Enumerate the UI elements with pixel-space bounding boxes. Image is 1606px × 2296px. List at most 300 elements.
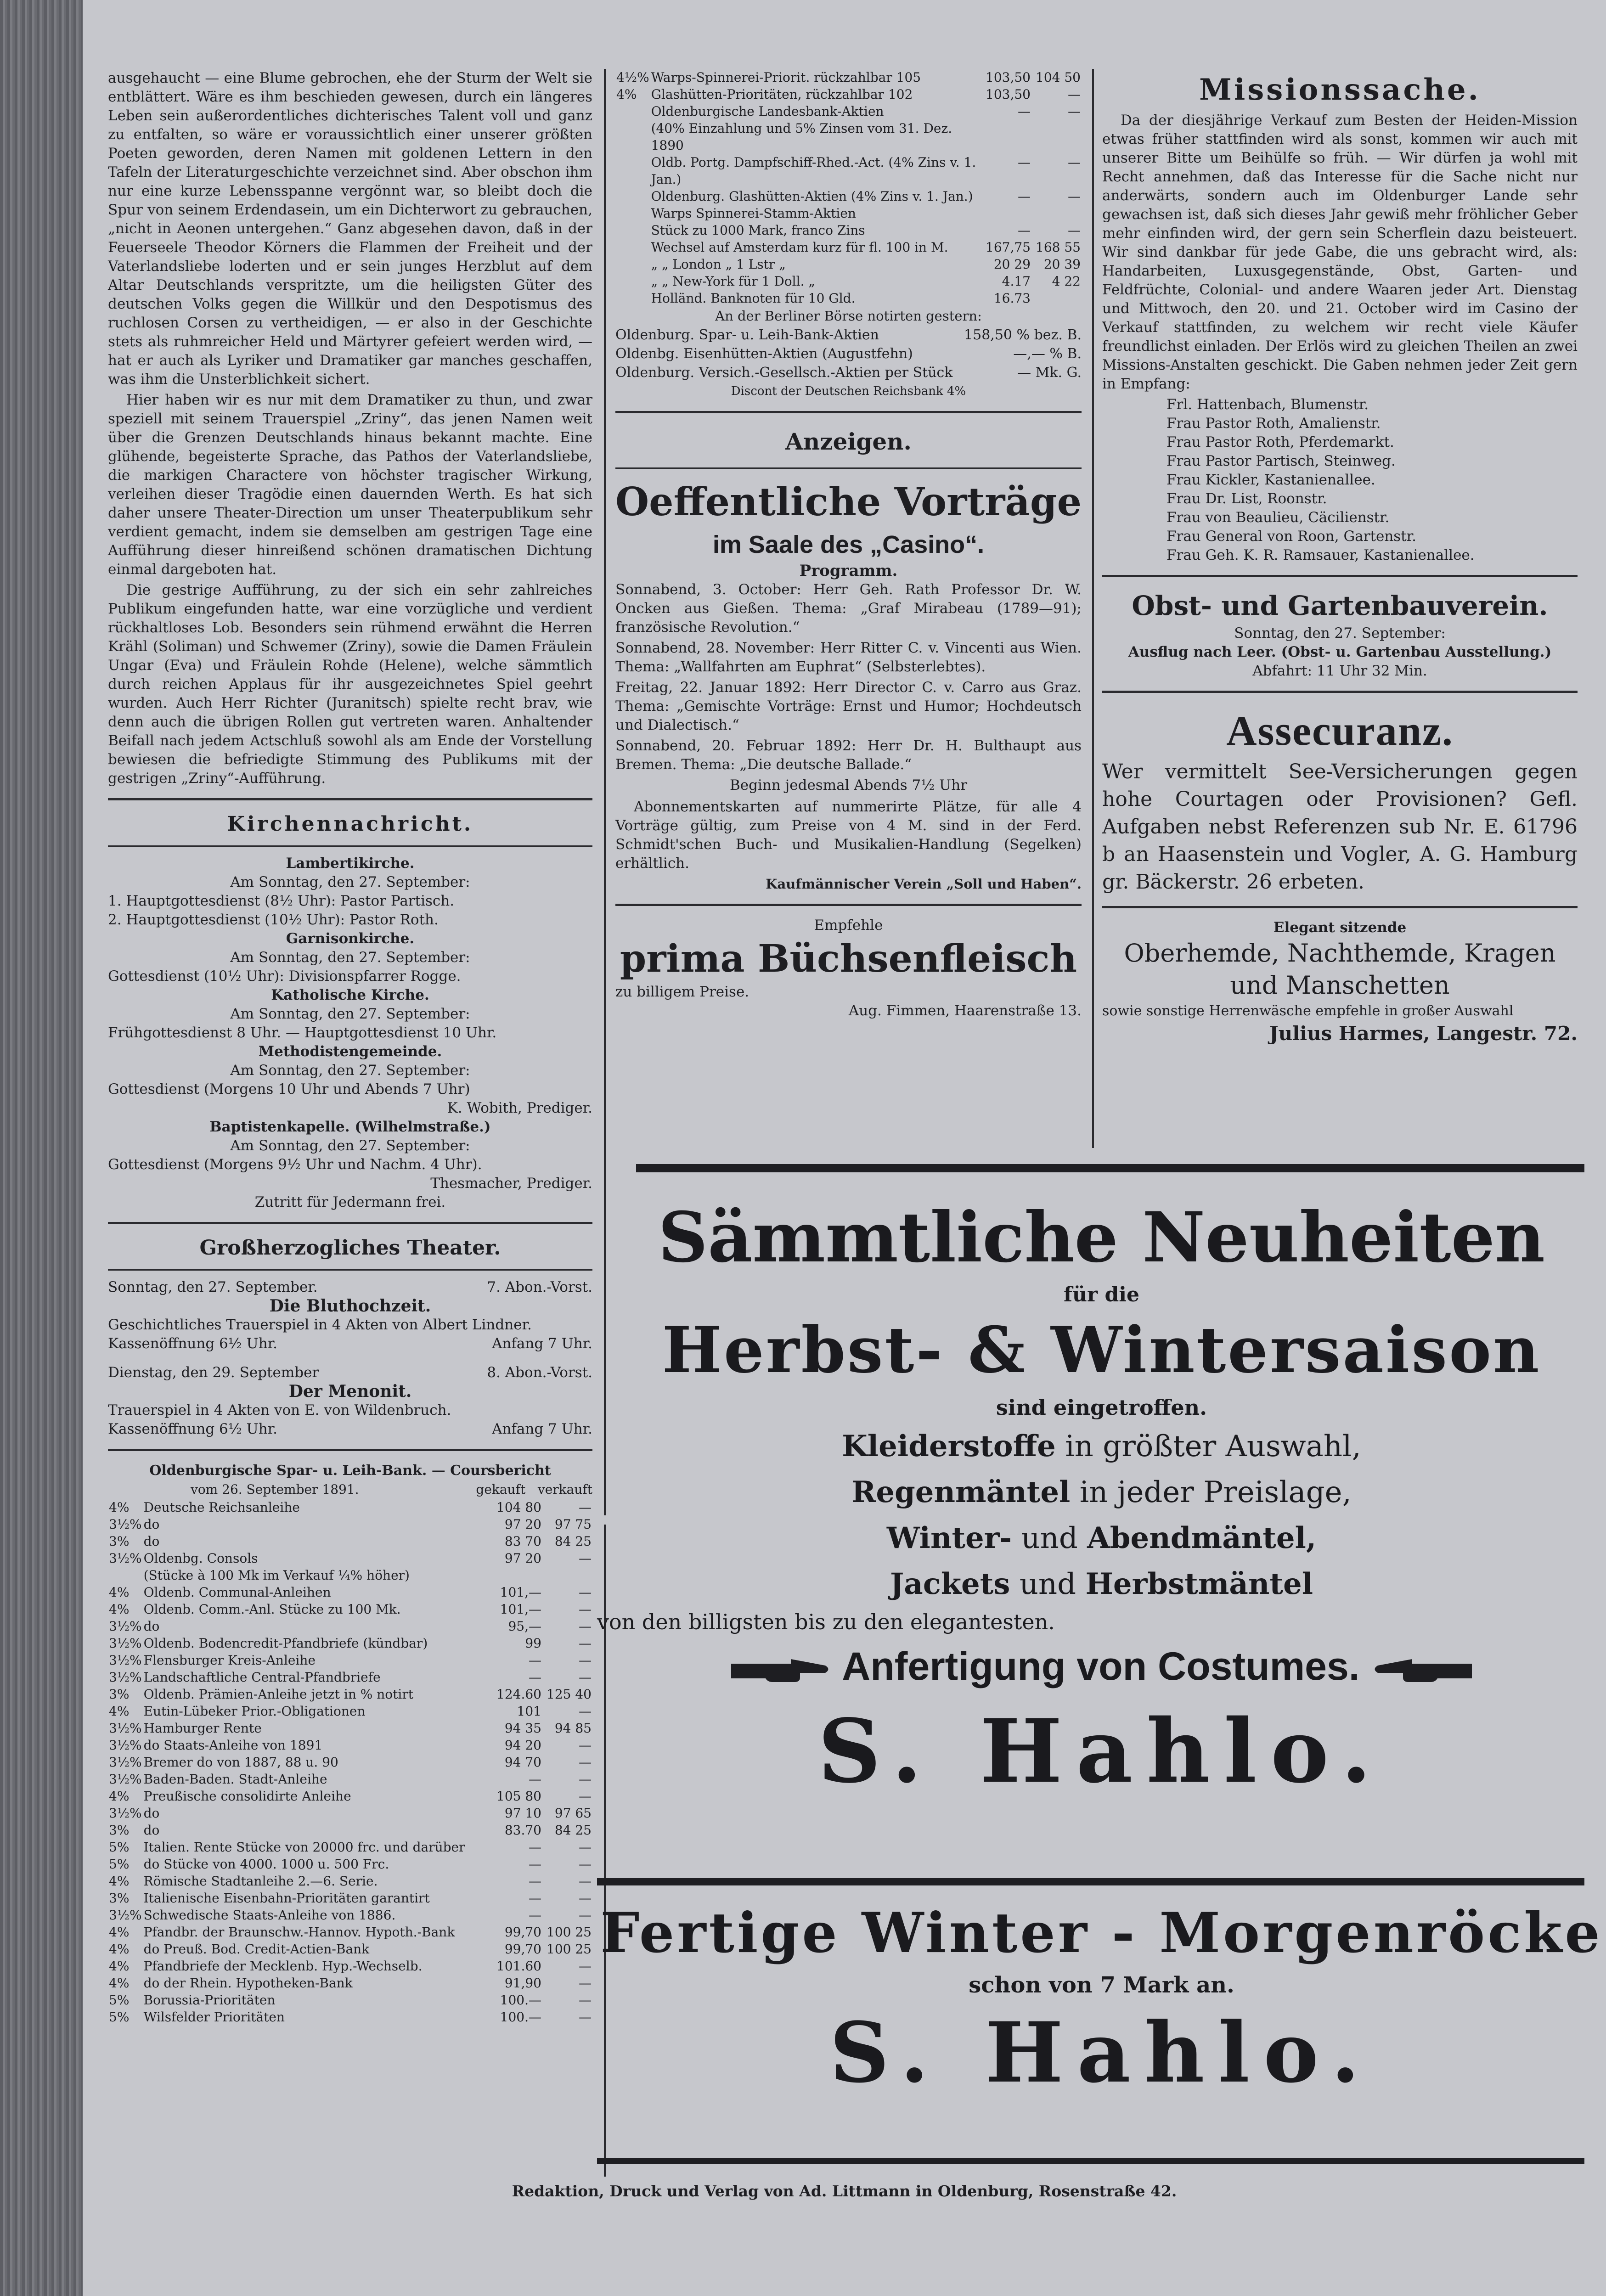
stock-quote: —,— % B.: [1013, 346, 1082, 362]
security-name: Italienische Eisenbahn-Prioritäten garantirt: [143, 1891, 430, 1906]
price-bought: 101,—: [500, 1585, 541, 1600]
security-name: Italien. Rente Stücke von 20000 frc. und darüber: [143, 1840, 465, 1855]
security-name: Borussia-Prioritäten: [143, 1992, 276, 2008]
ad-border-top: [636, 1164, 1584, 1172]
price-sold: —: [579, 1772, 592, 1787]
rate: 3%: [109, 1687, 130, 1702]
church-line: Am Sonntag, den 27. September:: [230, 1062, 470, 1079]
shirts-line-1: Oberhemde, Nachthemde, Kragen: [1124, 939, 1556, 968]
theater-row: [108, 1334, 592, 1353]
lecture-begin: Beginn jedesmal Abends 7½ Uhr: [729, 777, 968, 793]
rate: 3½%: [109, 1619, 142, 1634]
finance-row: [108, 1856, 592, 1873]
security-name: Landschaftliche Central-Pfandbriefe: [143, 1670, 381, 1685]
price-sold: —: [1068, 223, 1081, 238]
rate: 5%: [109, 1992, 130, 2008]
security-name: do Stücke von 4000. 1000 u. 500 Frc.: [143, 1857, 389, 1872]
price-sold: —: [579, 1619, 592, 1634]
security-name: Pfandbriefe der Mecklenb. Hyp.-Wechselb.: [143, 1958, 423, 1974]
finance-row: [108, 1907, 592, 1924]
price-bought: 101,—: [500, 1602, 541, 1617]
church-section: [108, 1118, 592, 1212]
finance-row: [108, 1975, 592, 1992]
security-name: Hamburger Rente: [143, 1721, 262, 1736]
theater-play: Der Menonit.: [288, 1382, 412, 1401]
price-sold: 125 40: [547, 1687, 592, 1702]
church-line: Am Sonntag, den 27. September:: [230, 949, 470, 966]
stock-quote: — Mk. G.: [1017, 365, 1082, 381]
theater-doors: Kassenöffnung 6½ Uhr.: [108, 1421, 278, 1437]
donor-item: Frl. Hattenbach, Blumenstr.: [1166, 396, 1369, 413]
divider: [1102, 906, 1578, 908]
rate: [615, 205, 650, 222]
shirts-line-2: und Manschetten: [1230, 971, 1450, 1000]
security-name: Pfandbr. der Braunschw.-Hannov. Hypoth.-Bank: [143, 1925, 455, 1940]
finance-row: [108, 1703, 592, 1720]
security-name: Warps Spinnerei-Stamm-Aktien: [651, 206, 856, 221]
rate: [615, 120, 650, 154]
rate: 4%: [109, 1585, 130, 1600]
bank-table: [108, 1499, 592, 2026]
finance-row: [615, 120, 1082, 154]
security-name: do Preuß. Bod. Credit-Actien-Bank: [143, 1941, 370, 1957]
price-sold: 97 75: [554, 1517, 592, 1532]
bank-col-bought: gekauft: [476, 1482, 526, 1497]
price-bought: —: [1018, 104, 1031, 119]
rate: 3%: [109, 1534, 130, 1549]
finance-row: [108, 1550, 592, 1567]
rate: 4%: [109, 1789, 130, 1804]
finance-row: [108, 1669, 592, 1686]
stock-name: Oldenburg. Versich.-Gesellsch.-Aktien per Stück: [615, 365, 953, 381]
price-sold: —: [1068, 155, 1081, 170]
linen-text: sowie sonstige Herrenwäsche empfehle in großer Auswahl: [1102, 1003, 1514, 1019]
rate: 4%: [109, 1941, 130, 1957]
finance-row: [108, 1584, 592, 1601]
theater-row: [108, 1420, 592, 1439]
price-bought: 83 70: [504, 1534, 541, 1549]
association-name: Kaufmännischer Verein „Soll und Haben“.: [766, 876, 1082, 892]
price-sold: —: [579, 1840, 592, 1855]
right-column: [1102, 69, 1578, 1047]
price-bought: 83.70: [504, 1823, 541, 1838]
security-name: Holländ. Banknoten für 10 Gld.: [651, 291, 856, 306]
finance-row: [615, 222, 1082, 239]
security-name: Oldenburg. Glashütten-Aktien (4% Zins v. 1. Jan.): [651, 189, 973, 204]
stock-name: Oldenburg. Spar- u. Leih-Bank-Aktien: [615, 327, 879, 343]
merchant-name: Aug. Fimmen, Haarenstraße 13.: [848, 1002, 1082, 1019]
theater-abon: 7. Abon.-Vorst.: [487, 1279, 592, 1295]
security-name: Oldenburgische Landesbank-Aktien: [651, 104, 884, 119]
season-headline: Herbst- & Wintersaison: [662, 1312, 1541, 1387]
price-sold: —: [579, 1738, 592, 1753]
price-bought: 20 29: [993, 257, 1031, 272]
ad-line: [597, 1515, 1606, 1561]
ad-border-mid: [597, 1878, 1584, 1885]
berlin-heading: An der Berliner Börse notirten gestern:: [715, 308, 982, 324]
finance-row: [108, 1737, 592, 1754]
security-name: Oldenb. Prämien-Anleihe jetzt in % notirt: [143, 1687, 413, 1702]
article-paragraph: Die gestrige Aufführung, zu der sich ein sehr zahlreiches Publikum eingefunden hatte, war eine vorzügliche und verdient rückhaltloses Lob. Besonders sein rühmend erwähnt die Herren Krähl (Soliman) und Schwemer (Zriny), sowie die Damen Fräulein Ungar (Eva) und Fräulein Rohde (Helene), welche sämmtlich durch reichen Applaus für ihr ausgezeichnetes Spiel geehrt wurden. Auch Herr Richter (Juranitsch) spielte recht brav, wie denn auch die übrigen Rollen gut vertreten waren. Anhaltender Beifall nach jedem Actschluß sowohl als am Ende der Vorstellung bewiesen die befriedigte Stimmung des Publikums mit der gestrigen „Zriny“-Aufführung.: [108, 582, 592, 787]
finance-row: [615, 273, 1082, 290]
finance-row: [108, 1771, 592, 1788]
price-bought: —: [529, 1874, 541, 1889]
price-sold: —: [579, 1958, 592, 1974]
donor-item: Frau Pastor Partisch, Steinweg.: [1166, 453, 1396, 469]
price-sold: —: [579, 1551, 592, 1566]
bank-date: vom 26. September 1891.: [191, 1482, 359, 1497]
subscription-text: Abonnementskarten auf nummerirte Plätze, für alle 4 Vorträge gültig, zum Preise von 4 M. sind in der Ferd. Schmidt'schen Buch- und Musikalien-Handlung (Segelken) erhältlich.: [615, 799, 1082, 872]
price-sold: 100 25: [547, 1941, 592, 1957]
article-paragraph: Hier haben wir es nur mit dem Dramatiker zu thun, und zwar speziell mit seinem Trauerspiel „Zriny“, das jenen Namen weit über die Grenzen Deutschlands hinaus bekannt machte. Eine glühende, begeisterte Sprache, das Pathos der Vaterlandsliebe, die markigen Charactere von höchster tragischer Wirkung, verleihen dieser Tragödie einen dauernden Werth. Es hat sich daher unsere Theater-Direction um unser Theaterpublikum sehr verdient gemacht, indem sie demselben am gestrigen Tage eine Aufführung dieser hinreißend schönen dramatischen Dichtung einmal dargeboten hat.: [108, 392, 592, 578]
donor-item: Frau von Beaulieu, Cäcilienstr.: [1166, 509, 1390, 526]
berlin-rows: [615, 326, 1082, 382]
church-name: Garnisonkirche.: [286, 930, 415, 947]
price-bought: —: [1018, 223, 1031, 238]
church-title: Kirchennachricht.: [227, 812, 473, 836]
rate: 3½%: [109, 1517, 142, 1532]
security-name: Schwedische Staats-Anleihe von 1886.: [143, 1908, 396, 1923]
price-sold: —: [579, 2009, 592, 2025]
pointing-hand-icon: [731, 1651, 832, 1688]
rate: 3½%: [109, 1738, 142, 1753]
price-bought: 94 70: [504, 1755, 541, 1770]
canned-meat-headline: prima Büchsenfleisch: [620, 937, 1077, 981]
price-from: schon von 7 Mark an.: [969, 1972, 1234, 1998]
church-line: 2. Hauptgottesdienst (10½ Uhr): Pastor Roth.: [108, 912, 439, 928]
novelties-ad: [597, 1194, 1606, 1806]
finance-row: [108, 1822, 592, 1839]
price-sold: 104 50: [1036, 70, 1081, 85]
divider: [108, 1449, 592, 1451]
price-sold: —: [579, 1908, 592, 1923]
ad-item: Abendmäntel,: [1087, 1521, 1317, 1555]
theater-desc: Geschichtliches Trauerspiel in 4 Akten von Albert Lindner.: [108, 1317, 532, 1333]
security-name: (40% Einzahlung und 5% Zinsen vom 31. Dez. 1890: [651, 121, 952, 153]
program-item: Sonnabend, 3. October: Herr Geh. Rath Professor Dr. W. Oncken aus Gießen. Thema: „Graf Mirabeau (1789—91); französische Revolution.“: [615, 581, 1082, 636]
price-sold: 168 55: [1036, 240, 1081, 255]
price-sold: —: [579, 1500, 592, 1515]
garden-club-trip: Ausflug nach Leer. (Obst- u. Gartenbau Ausstellung.): [1128, 644, 1552, 660]
church-line: 1. Hauptgottesdienst (8½ Uhr): Pastor Partisch.: [108, 893, 455, 909]
price-sold: —: [579, 1670, 592, 1685]
finance-row: [615, 239, 1082, 256]
divider: [1102, 575, 1578, 577]
security-name: Glashütten-Prioritäten, rückzahlbar 102: [651, 87, 913, 102]
church-line: Am Sonntag, den 27. September:: [230, 1137, 470, 1154]
price-bought: 100.—: [500, 2009, 541, 2025]
rate: [615, 290, 650, 307]
dressing-gowns-ad: [597, 1896, 1606, 2106]
stock-quote: 158,50 % bez. B.: [964, 327, 1082, 343]
program-items: [615, 580, 1082, 774]
divider: [1102, 691, 1578, 693]
finance-row: [108, 1873, 592, 1890]
security-name: Warps-Spinnerei-Priorit. rückzahlbar 105: [651, 70, 921, 85]
ad-line: [597, 1561, 1606, 1607]
theater-row: [108, 1278, 592, 1297]
finance-row: [615, 188, 1082, 205]
price-sold: 100 25: [547, 1925, 592, 1940]
security-name: Oldenb. Communal-Anleihen: [143, 1585, 331, 1600]
price-bought: 105 80: [496, 1789, 541, 1804]
price-bought: 4.17: [1002, 274, 1031, 289]
rate: 4%: [109, 1500, 130, 1515]
rate: 4%: [109, 1874, 130, 1889]
price-bought: 100.—: [500, 1992, 541, 2008]
finance-row: [108, 1533, 592, 1550]
lecture-title: Oeffentliche Vorträge: [615, 479, 1082, 524]
price-bought: —: [1018, 189, 1031, 204]
security-name: „ „ New-York für 1 Doll. „: [651, 274, 815, 289]
price-bought: —: [529, 1772, 541, 1787]
price-bought: 91,90: [504, 1975, 541, 1991]
theater-row: [108, 1363, 592, 1382]
theater-date: Dienstag, den 29. September: [108, 1364, 319, 1381]
garden-club-date: Sonntag, den 27. September:: [1234, 625, 1446, 642]
donor-item: Frau Pastor Roth, Amalienstr.: [1166, 415, 1381, 432]
donor-item: Frau Dr. List, Roonstr.: [1166, 490, 1327, 507]
church-name: Baptistenkapelle. (Wilhelmstraße.): [209, 1119, 491, 1135]
church-line: K. Wobith, Prediger.: [447, 1100, 592, 1116]
price-sold: —: [579, 1874, 592, 1889]
finance-table: [615, 69, 1082, 307]
theater-date: Sonntag, den 27. September.: [108, 1279, 318, 1295]
column-rule-2: [1092, 69, 1094, 1148]
for-the: für die: [1064, 1283, 1139, 1306]
donor-list: [1102, 395, 1578, 565]
rate: 3½%: [109, 1908, 142, 1923]
finance-row: [108, 1618, 592, 1635]
ads-title: Anzeigen.: [785, 428, 912, 455]
church-line: Frühgottesdienst 8 Uhr. — Hauptgottesdienst 10 Uhr.: [108, 1024, 497, 1041]
finance-row: [108, 1839, 592, 1856]
rate: 5%: [109, 1840, 130, 1855]
divider: [108, 1222, 592, 1224]
theater-abon: 8. Abon.-Vorst.: [487, 1364, 592, 1381]
theater-title: Großherzogliches Theater.: [199, 1236, 501, 1260]
price-sold: —: [1068, 87, 1081, 102]
security-name: Oldenb. Bodencredit-Pfandbriefe (kündbar): [143, 1636, 428, 1651]
church-name: Katholische Kirche.: [271, 987, 429, 1003]
shirts-intro: Elegant sitzende: [1273, 919, 1407, 936]
rate: 4½%: [616, 70, 649, 85]
recommend-text: Empfehle: [814, 917, 883, 934]
mission-text: Da der diesjährige Verkauf zum Besten der Heiden-Mission etwas früher stattfinden wird als sonst, kommen wir auch mit unserer Bitte um Beihülfe so früh. — Wir dürfen ja wohl mit Recht annehmen, daß das Interesse für die Sache nicht nur anderwärts, sondern auch im Oldenburger Lande sehr gewachsen ist, daß sich dieses Jahr gewiß mehr fröhlicher Geber mehr einfinden wird, der gern sein Scherflein dazu beisteuert. Wir sind dankbar für jede Gabe, die uns gebracht wird, als: Handarbeiten, Luxusgegenstände, Obst, Garten- und Feldfrüchte, Colonial- und andere Waaren jeder Art. Dienstag und Mittwoch, den 20. und 21. October wird im Casino der Verkauf stattfinden, zu welchem wir recht viele Käufer freundlichst einladen. Der Erlös wird zu gleichen Theilen an zwei Missions-Anstalten geschickt. Die Gaben nehmen jeder Zeit gern in Empfang:: [1102, 112, 1578, 392]
store-name: S. Hahlo.: [829, 2004, 1374, 2101]
rate: 4%: [109, 1975, 130, 1991]
security-name: „ „ London „ 1 Lstr „: [651, 257, 786, 272]
price-bought: 167,75: [986, 240, 1031, 255]
ad-border-bottom: [597, 2158, 1584, 2164]
rate: 3½%: [109, 1721, 142, 1736]
costumes-text: Anfertigung von Costumes.: [842, 1644, 1360, 1688]
imprint: Redaktion, Druck und Verlag von Ad. Littmann in Oldenburg, Rosenstraße 42.: [512, 2182, 1177, 2200]
theater-start: Anfang 7 Uhr.: [492, 1421, 592, 1437]
rate: 4%: [109, 1704, 130, 1719]
price-bought: —: [1018, 155, 1031, 170]
church-line: Am Sonntag, den 27. September:: [230, 1006, 470, 1022]
ad-item: Herbstmäntel: [1085, 1567, 1313, 1601]
divider: [615, 467, 1082, 469]
store-name: S. Hahlo.: [817, 1700, 1386, 1802]
security-name: do: [143, 1823, 160, 1838]
security-name: do: [143, 1806, 160, 1821]
finance-row: [615, 69, 1082, 86]
finance-row: [108, 1499, 592, 1516]
finance-row: [108, 1516, 592, 1533]
price-bought: 99,70: [504, 1941, 541, 1957]
rate: 5%: [109, 1857, 130, 1872]
finance-row: [108, 1652, 592, 1669]
rate: 3½%: [109, 1772, 142, 1787]
ad-item-desc: und: [1010, 1567, 1086, 1601]
price-sold: 4 22: [1052, 274, 1081, 289]
donor-item: Frau General von Roon, Gartenstr.: [1166, 528, 1416, 545]
price-sold: —: [579, 1755, 592, 1770]
finance-row: [615, 290, 1082, 307]
price-bought: 97 20: [504, 1551, 541, 1566]
insurance-text: Wer vermittelt See-Versicherungen gegen hohe Courtagen oder Provisionen? Gefl. Aufgaben nebst Referenzen sub Nr. E. 61796 b an Haasenstein und Vogler, A. G. Hamburg gr. Bäckerstr. 26 erbeten.: [1102, 760, 1578, 894]
price-note: zu billigem Preise.: [615, 984, 749, 1000]
price-bought: —: [529, 1891, 541, 1906]
rate: [615, 103, 650, 120]
finance-row: [615, 256, 1082, 273]
security-name: Baden-Baden. Stadt-Anleihe: [143, 1772, 327, 1787]
price-bought: 16.73: [993, 291, 1031, 306]
church-name: Lambertikirche.: [286, 855, 415, 872]
price-sold: —: [579, 1602, 592, 1617]
merchant-name: Julius Harmes, Langestr. 72.: [1269, 1022, 1578, 1045]
price-bought: 97 10: [504, 1806, 541, 1821]
security-name: Oldb. Portg. Dampfschiff-Rhed.-Act. (4% Zins v. 1. Jan.): [651, 155, 976, 187]
price-sold: —: [579, 1857, 592, 1872]
rate: [615, 188, 650, 205]
donor-item: Frau Pastor Roth, Pferdemarkt.: [1166, 434, 1394, 450]
rate: 3%: [109, 1823, 130, 1838]
book-binding: [0, 0, 83, 2296]
price-bought: 101.60: [496, 1958, 541, 1974]
theater-doors: Kassenöffnung 6½ Uhr.: [108, 1335, 278, 1352]
price-bought: —: [529, 1670, 541, 1685]
ad-item: Kleiderstoffe: [842, 1429, 1056, 1463]
garden-club-title: Obst- und Gartenbauverein.: [1132, 590, 1548, 621]
rate: [615, 222, 650, 239]
price-bought: —: [529, 1840, 541, 1855]
price-bought: 99: [525, 1636, 541, 1651]
rate: 4%: [109, 1958, 130, 1974]
divider: [108, 1269, 592, 1271]
security-name: Flensburger Kreis-Anleihe: [143, 1653, 316, 1668]
price-bought: 94 35: [504, 1721, 541, 1736]
price-bought: 99,70: [504, 1925, 541, 1940]
rate: 3½%: [109, 1653, 142, 1668]
finance-row: [108, 1924, 592, 1941]
price-bought: —: [529, 1857, 541, 1872]
price-sold: 94 85: [554, 1721, 592, 1736]
lecture-subtitle: im Saale des „Casino“.: [712, 531, 985, 558]
merchant-line: [1102, 1020, 1578, 1047]
price-bought: 103,50: [986, 70, 1031, 85]
finance-row: [615, 103, 1082, 120]
rate: 4%: [109, 1602, 130, 1617]
rate: 3½%: [109, 1806, 142, 1821]
price-bought: 103,50: [986, 87, 1031, 102]
security-name: Stück zu 1000 Mark, franco Zins: [651, 223, 865, 238]
middle-column: [615, 69, 1082, 1020]
rate: [615, 273, 650, 290]
finance-row: [108, 1805, 592, 1822]
finance-row: [108, 1567, 592, 1584]
program-item: Freitag, 22. Januar 1892: Herr Director C. v. Carro aus Graz. Thema: „Gemischte Vorträge: Ernst und Humor; Hochdeutsch und Dialectisch.“: [615, 679, 1082, 733]
article-paragraph: ausgehaucht — eine Blume gebrochen, ehe der Sturm der Welt sie entblättert. Wäre es ihm beschieden gewesen, durch ein längeres Leben sein außerordentliches dichterisches Talent voll und ganz zu entfalten, so wäre er voraussichtlich einer unserer größten Poeten geworden, deren Namen mit goldenen Lettern in den Tafeln der Literaturgeschichte verzeichnet sind. Aber obschon ihm nur eine kurze Lebensspanne vergönnt war, so bleibt doch die Spur von seinem Erdendasein, um ein Dichterwort zu gebrauchen, „nicht in Aeonen untergehen.“ Ganz abgesehen davon, daß in der Feuerseele Theodor Körners die Flammen der Freiheit und der Vaterlandsliebe loderten und er sein junges Herzblut auf dem Altar Deutschlands verspritzte, um die heiligsten Güter des deutschen Volks gegen die Willkür und den Despotismus des ruchlosen Corsen zu vertheidigen, — er also in der Geschichte stets als ruhmreicher Held und Märtyrer gefeiert werden wird, — hat er auch als Lyriker und Dramatiker gar manches geschaffen, was ihm die Unsterblichkeit sichert.: [108, 70, 592, 388]
theater-play: Die Bluthochzeit.: [269, 1296, 431, 1316]
price-sold: 97 65: [554, 1806, 592, 1821]
bank-col-sold: verkauft: [537, 1482, 592, 1497]
finance-row: [108, 1958, 592, 1975]
stock-name: Oldenbg. Eisenhütten-Aktien (Augustfehn): [615, 346, 913, 362]
price-sold: [1031, 290, 1082, 307]
ad-item: Regenmäntel: [851, 1475, 1071, 1509]
security-name: do: [143, 1619, 160, 1634]
price-bought: —: [529, 1908, 541, 1923]
price-bought: 124.60: [496, 1687, 541, 1702]
church-line: Gottesdienst (Morgens 9½ Uhr und Nachm. 4 Uhr).: [108, 1156, 482, 1173]
bank-title: Oldenburgische Spar- u. Leih-Bank. — Coursbericht: [149, 1463, 551, 1479]
price-bought: 104 80: [496, 1500, 541, 1515]
donor-item: Frau Kickler, Kastanienallee.: [1166, 472, 1375, 488]
rate: 3½%: [109, 1670, 142, 1685]
price-bought: 97 20: [504, 1517, 541, 1532]
price-sold: —: [579, 1891, 592, 1906]
church-section: [108, 1042, 592, 1118]
costumes-line: [597, 1637, 1606, 1696]
price-sold: —: [579, 1975, 592, 1991]
price-sold: —: [579, 1636, 592, 1651]
price-sold: —: [579, 1704, 592, 1719]
rate: 3½%: [109, 1636, 142, 1651]
bank-header: [108, 1480, 592, 1499]
church-name: Methodistengemeinde.: [258, 1043, 442, 1060]
rate: [615, 154, 650, 188]
security-name: do: [143, 1534, 160, 1549]
ad-item-desc: in größter Auswahl,: [1055, 1429, 1361, 1463]
berlin-row: [615, 363, 1082, 382]
price-sold: —: [1068, 104, 1081, 119]
security-name: (Stücke à 100 Mk im Verkauf ¼% höher): [143, 1568, 410, 1583]
security-name: do Staats-Anleihe von 1891: [143, 1738, 323, 1753]
church-line: Am Sonntag, den 27. September:: [230, 874, 470, 890]
left-column: [108, 69, 592, 2026]
rate: [615, 239, 650, 256]
finance-row: [108, 1788, 592, 1805]
dressing-gowns-headline: Fertige Winter - Morgenröcke: [600, 1901, 1603, 1965]
price-bought: [492, 1567, 542, 1584]
mission-title: Missionssache.: [1199, 73, 1481, 107]
price-sold: —: [579, 1585, 592, 1600]
ad-item: Jackets: [890, 1567, 1010, 1601]
ad-line: [597, 1424, 1606, 1469]
novelties-headline: Sämmtliche Neuheiten: [658, 1197, 1545, 1278]
theater-desc: Trauerspiel in 4 Akten von E. von Wildenbruch.: [108, 1402, 451, 1418]
ad-line: [597, 1469, 1606, 1515]
price-range-line: von den billigsten bis zu den elegantesten.: [597, 1609, 1055, 1634]
pointing-hand-icon: [1371, 1651, 1472, 1688]
berlin-row: [615, 344, 1082, 363]
finance-row: [108, 1686, 592, 1703]
rate: [615, 256, 650, 273]
security-name: Wilsfelder Prioritäten: [143, 2009, 285, 2025]
